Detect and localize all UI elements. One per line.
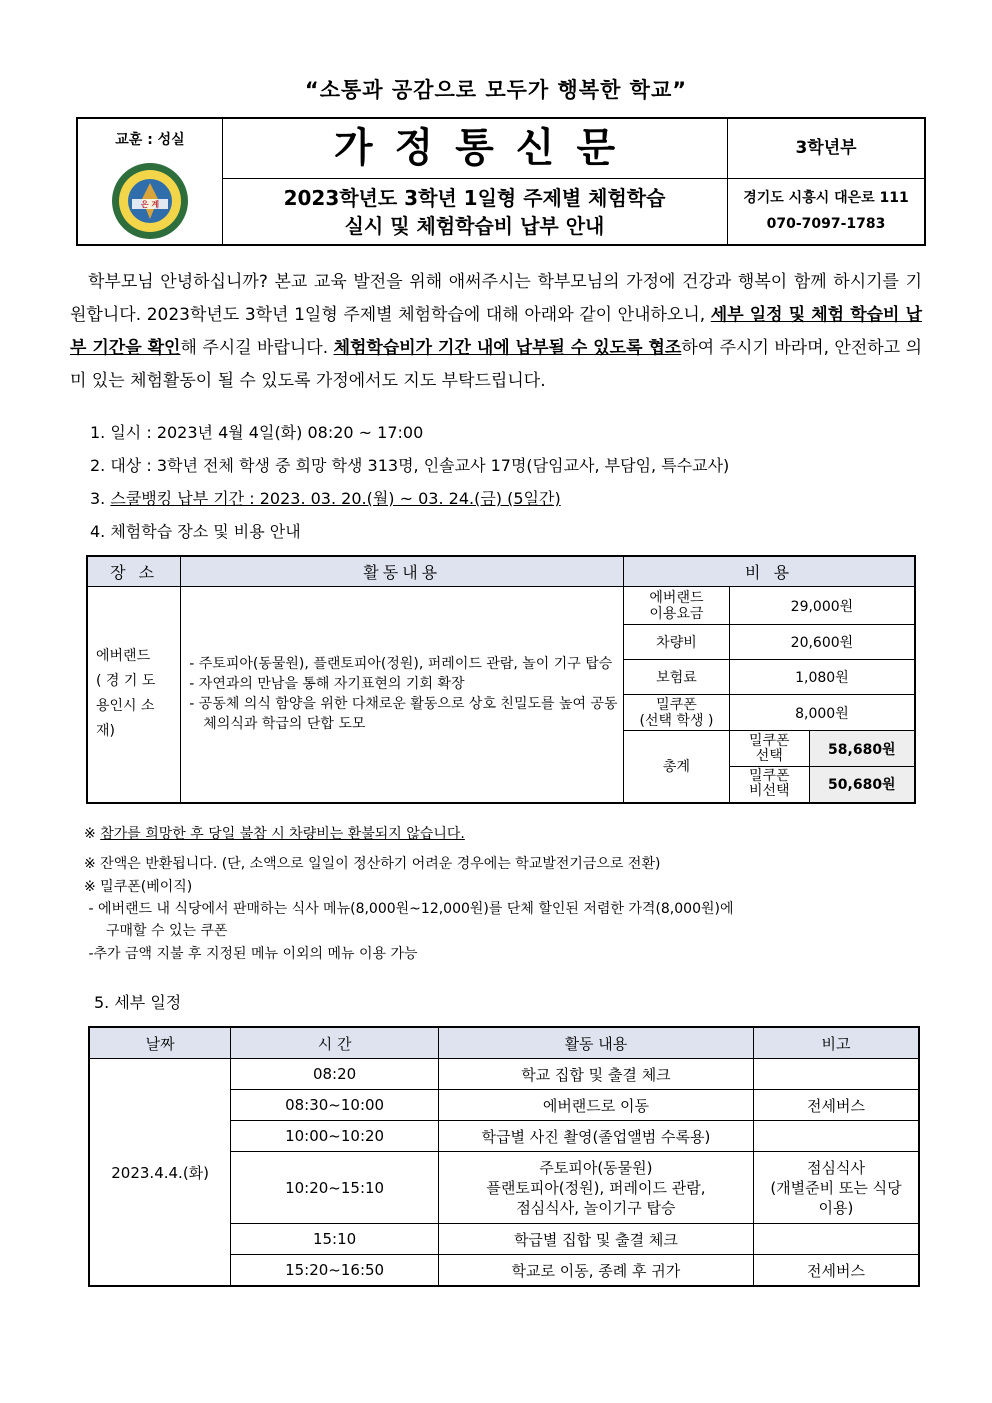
- school-address: 경기도 시흥시 대은로 111: [743, 190, 909, 206]
- sched-time: 10:20~15:10: [231, 1152, 439, 1224]
- total-value: 50,680원: [809, 767, 915, 803]
- sched-time: 15:10: [231, 1224, 439, 1255]
- sched-note: [753, 1121, 919, 1152]
- cost-header-cost: 비 용: [624, 556, 915, 587]
- note-balance: ※ 잔액은 반환됩니다. (단, 소액으로 일일이 정산하기 어려운 경우에는 학교발전기금으로 전환): [84, 856, 661, 872]
- sched-note: 전세버스: [753, 1090, 919, 1121]
- note-meal-desc-cont: 구매할 수 있는 쿠폰: [106, 923, 228, 939]
- note-refund: [84, 823, 465, 843]
- total-label: 총계: [624, 731, 730, 803]
- sched-activity: 학교로 이동, 종례 후 귀가: [438, 1255, 753, 1287]
- item-target: 2. 대상 : 3학년 전체 학생 중 희망 학생 313명, 인솔교사 17명(담임교사, 부담임, 특수교사): [90, 456, 730, 475]
- school-contact: [728, 179, 924, 244]
- note-meal-coupon: ※ 밀쿠폰(베이직): [84, 879, 193, 895]
- sched-activity: 주토피아(동물원) 플랜토피아(정원), 퍼레이드 관람, 점심식사, 놀이기구 탑승: [438, 1152, 753, 1224]
- sched-note: [753, 1224, 919, 1255]
- total-value: 58,680원: [809, 731, 915, 767]
- item-payment-text: 스쿨뱅킹 납부 기간 : 2023. 03. 20.(월) ~ 03. 24.(금) (5일간): [110, 489, 561, 508]
- sched-activity: 학급별 집합 및 출결 체크: [438, 1224, 753, 1255]
- intro-paragraph: [70, 266, 922, 398]
- note-mark: ※: [84, 826, 101, 842]
- note-extra: -추가 금액 지불 후 지정된 메뉴 이외의 메뉴 이용 가능: [84, 946, 418, 962]
- school-motto-heading: “소통과 공감으로 모두가 행복한 학교”: [304, 78, 688, 102]
- item-date: 1. 일시 : 2023년 4월 4일(화) 08:20 ~ 17:00: [90, 423, 424, 442]
- cost-value: 8,000원: [729, 695, 915, 731]
- subtitle-line-1: 2023학년도 3학년 1일형 주제별 체험학습: [283, 186, 666, 210]
- sched-activity: 학급별 사진 촬영(졸업앨범 수록용): [438, 1121, 753, 1152]
- item-payment-number: 3.: [90, 489, 111, 508]
- department-label: 3학년부: [728, 119, 924, 179]
- letter-title: 가정통신문: [222, 119, 728, 179]
- sched-header-date: 날짜: [89, 1027, 231, 1059]
- total-option-label: 밀쿠폰 비선택: [729, 767, 809, 803]
- intro-emphasis-1: 세부 일정 및 체험 학습비 납부 기간을 확인: [70, 305, 922, 358]
- cost-header-activity: 활동내용: [181, 556, 624, 587]
- schedule-table: [88, 1026, 920, 1287]
- cost-place: 에버랜드 ( 경 기 도 용인시 소 재): [87, 587, 181, 803]
- sched-header-note: 비고: [753, 1027, 919, 1059]
- sched-activity: 학교 집합 및 출결 체크: [438, 1059, 753, 1090]
- school-phone: 070-7097-1783: [766, 216, 886, 232]
- cost-header-place: 장 소: [87, 556, 181, 587]
- sched-time: 08:20: [231, 1059, 439, 1090]
- sched-time: 15:20~16:50: [231, 1255, 439, 1287]
- cost-activities: [181, 587, 624, 803]
- sched-activity: 에버랜드로 이동: [438, 1090, 753, 1121]
- sched-header-time: 시 간: [231, 1027, 439, 1059]
- note-meal-desc: - 에버랜드 내 식당에서 판매하는 식사 메뉴(8,000원~12,000원)를 단체 할인된 저렴한 가격(8,000원)에: [84, 901, 734, 917]
- intro-text-3: 하여 주시기 바라며, 안전하고 의미 있는 체험활동이 될 수 있도록 가정에서도 지도 부탁드립니다.: [70, 338, 922, 391]
- subtitle-line-2: 실시 및 체험학습비 납부 안내: [344, 214, 605, 238]
- cost-value: 1,080원: [729, 660, 915, 695]
- sched-date: 2023.4.4.(화): [89, 1059, 231, 1287]
- activity-item: - 공동체 의식 함양을 위한 다채로운 활동으로 상호 친밀도를 높여 공동체의식과 학급의 단합 도모: [189, 696, 618, 733]
- cost-value: 29,000원: [729, 587, 915, 625]
- school-logo: [110, 161, 190, 241]
- cost-label: 에버랜드 이용요금: [624, 587, 730, 625]
- total-option-label: 밀쿠폰 선택: [729, 731, 809, 767]
- item-payment-period: [90, 486, 561, 509]
- cost-label: 차량비: [624, 625, 730, 660]
- svg-text:은 계: 은 계: [140, 200, 160, 209]
- intro-text-1: 학부모님 안녕하십니까? 본교 교육 발전을 위해 애써주시는 학부모님의 가정에 건강과 행복이 함께 하시기를 기원합니다. 2023학년도 3학년 1일형 주제별 체험학습에 대해 아래와 같이 안내하오니,: [70, 272, 922, 325]
- cost-label: 보험료: [624, 660, 730, 695]
- letter-subtitle: [222, 179, 728, 244]
- sched-time: 10:00~10:20: [231, 1121, 439, 1152]
- cost-value: 20,600원: [729, 625, 915, 660]
- activity-item: - 자연과의 만남을 통해 자기표현의 기회 확장: [189, 676, 465, 693]
- intro-emphasis-2: 체험학습비가 기간 내에 납부될 수 있도록 협조: [333, 338, 682, 358]
- school-motto-label: 교훈 : 성실: [115, 132, 185, 148]
- letter-header: [76, 117, 926, 246]
- sched-time: 08:30~10:00: [231, 1090, 439, 1121]
- school-info-cell: [78, 119, 223, 244]
- cost-table: [86, 555, 916, 804]
- cost-label: 밀쿠폰 (선택 학생 ): [624, 695, 730, 731]
- sched-note: 점심식사 (개별준비 또는 식당 이용): [753, 1152, 919, 1224]
- intro-text-2: 해 주시길 바랍니다.: [180, 338, 334, 358]
- sched-note: [753, 1059, 919, 1090]
- item-cost-heading: 4. 체험학습 장소 및 비용 안내: [90, 522, 301, 541]
- note-refund-text: 참가를 희망한 후 당일 불참 시 차량비는 환불되지 않습니다.: [100, 826, 465, 842]
- sched-header-activity: 활동 내용: [438, 1027, 753, 1059]
- sched-note: 전세버스: [753, 1255, 919, 1287]
- item-schedule-heading: 5. 세부 일정: [94, 993, 182, 1012]
- activity-item: - 주토피아(동물원), 플랜토피아(정원), 퍼레이드 관람, 놀이 기구 탑승: [189, 656, 613, 673]
